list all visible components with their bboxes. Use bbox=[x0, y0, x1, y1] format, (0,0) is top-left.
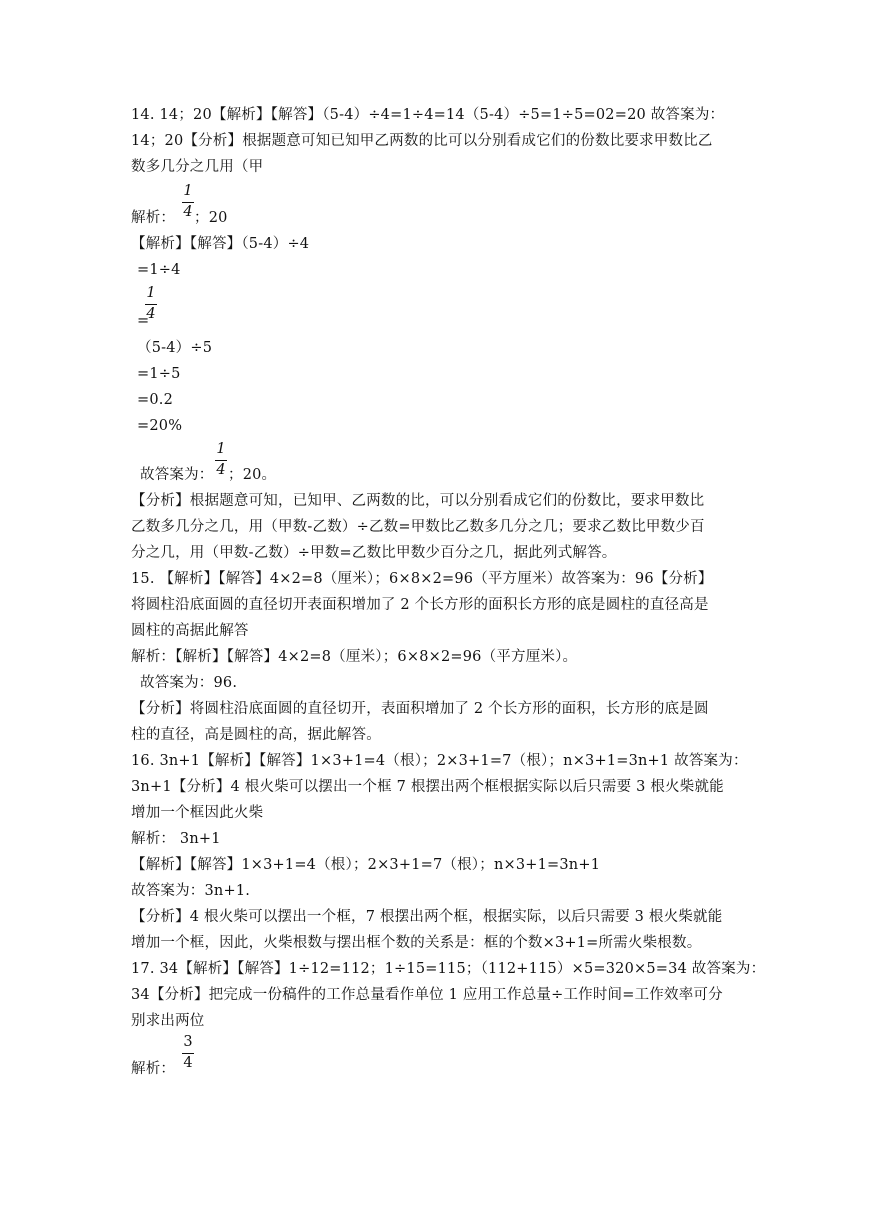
text-line: 圆柱的高据此解答 bbox=[131, 623, 249, 639]
text-line: 【分析】根据题意可知，已知甲、乙两数的比，可以分别看成它们的份数比，要求甲数比 bbox=[131, 493, 705, 509]
fraction-bar bbox=[182, 202, 194, 203]
fraction-bar bbox=[145, 304, 157, 305]
fraction-bar bbox=[215, 460, 227, 461]
text-line: ；20 bbox=[194, 210, 228, 226]
text-line: =1÷5 bbox=[137, 366, 181, 382]
text-line: 3n+1【分析】4 根火柴可以摆出一个框 7 根摆出两个框根据实际以后只需要 3 根火柴就能 bbox=[131, 779, 724, 795]
text-line: 增加一个框因此火柴 bbox=[131, 805, 264, 821]
text-line: （5-4）÷5 bbox=[137, 340, 213, 356]
fraction bbox=[213, 441, 229, 480]
fraction-denominator: 4 bbox=[146, 306, 156, 322]
fraction-denominator: 4 bbox=[216, 462, 226, 478]
text-line: 16. 3n+1【解析】【解答】1×3+1=4（根）；2×3+1=7（根）；n×3+1=3n+1 故答案为： bbox=[131, 753, 748, 769]
text-line: ；20。 bbox=[228, 467, 277, 483]
text-line: 【分析】将圆柱沿底面圆的直径切开，表面积增加了 2 个长方形的面积，长方形的底是圆 bbox=[131, 701, 709, 717]
text-line: 乙数多几分之几，用（甲数-乙数）÷乙数=甲数比乙数多几分之几；要求乙数比甲数少百 bbox=[131, 519, 705, 535]
text-line: =1÷4 bbox=[137, 262, 181, 278]
fraction-numerator: 1 bbox=[216, 441, 226, 457]
text-line: 解析： bbox=[131, 1061, 176, 1077]
text-line: 【解析】【解答】1×3+1=4（根）；2×3+1=7（根）；n×3+1=3n+1 bbox=[131, 857, 601, 873]
fraction-denominator: 4 bbox=[183, 204, 193, 220]
text-line: 数多几分之几用（甲 bbox=[131, 159, 264, 175]
fraction bbox=[180, 1034, 196, 1073]
text-line: 15. 【解析】【解答】4×2=8（厘米）；6×8×2=96（平方厘米）故答案为：96【分析】 bbox=[131, 571, 713, 587]
text-line: 【解析】【解答】（5-4）÷4 bbox=[131, 236, 310, 252]
fraction-numerator: 1 bbox=[183, 183, 193, 199]
fraction-numerator: 1 bbox=[146, 285, 156, 301]
text-line: 故答案为：96. bbox=[140, 675, 238, 691]
fraction-bar bbox=[182, 1053, 194, 1054]
fraction-denominator: 4 bbox=[183, 1055, 193, 1071]
text-line: 【分析】4 根火柴可以摆出一个框，7 根摆出两个框，根据实际，以后只需要 3 根火柴就能 bbox=[131, 909, 723, 925]
text-line: 14；20【分析】根据题意可知已知甲乙两数的比可以分别看成它们的份数比要求甲数比乙 bbox=[131, 133, 713, 149]
text-line: 增加一个框，因此，火柴根数与摆出框个数的关系是：框的个数×3+1=所需火柴根数。 bbox=[131, 935, 702, 951]
text-line: 解析：【解析】【解答】4×2=8（厘米）；6×8×2=96（平方厘米）。 bbox=[131, 649, 578, 665]
text-line: 14. 14；20【解析】【解答】（5-4）÷4=1÷4=14（5-4）÷5=1÷5=02=20 故答案为： bbox=[131, 107, 725, 123]
text-line: =0.2 bbox=[137, 392, 174, 408]
text-line: =20% bbox=[137, 418, 183, 434]
text-line: 故答案为：3n+1. bbox=[131, 883, 251, 899]
fraction-numerator: 3 bbox=[183, 1034, 193, 1050]
text-line: = bbox=[137, 313, 150, 329]
text-line: 17. 34【解析】【解答】1÷12=112；1÷15=115；（112+115）×5=320×5=34 故答案为： bbox=[131, 961, 766, 977]
text-line: 柱的直径，高是圆柱的高，据此解答。 bbox=[131, 727, 381, 743]
text-line: 34【分析】把完成一份稿件的工作总量看作单位 1 应用工作总量÷工作时间=工作效率可分 bbox=[131, 987, 723, 1003]
text-line: 分之几，用（甲数-乙数）÷甲数=乙数比甲数少百分之几，据此列式解答。 bbox=[131, 545, 617, 561]
text-line: 解析： bbox=[131, 210, 176, 226]
text-line: 将圆柱沿底面圆的直径切开表面积增加了 2 个长方形的面积长方形的底是圆柱的直径高是 bbox=[131, 597, 709, 613]
text-line: 解析： 3n+1 bbox=[131, 831, 221, 847]
text-line: 故答案为： bbox=[140, 467, 214, 483]
text-line: 别求出两位 bbox=[131, 1013, 205, 1029]
